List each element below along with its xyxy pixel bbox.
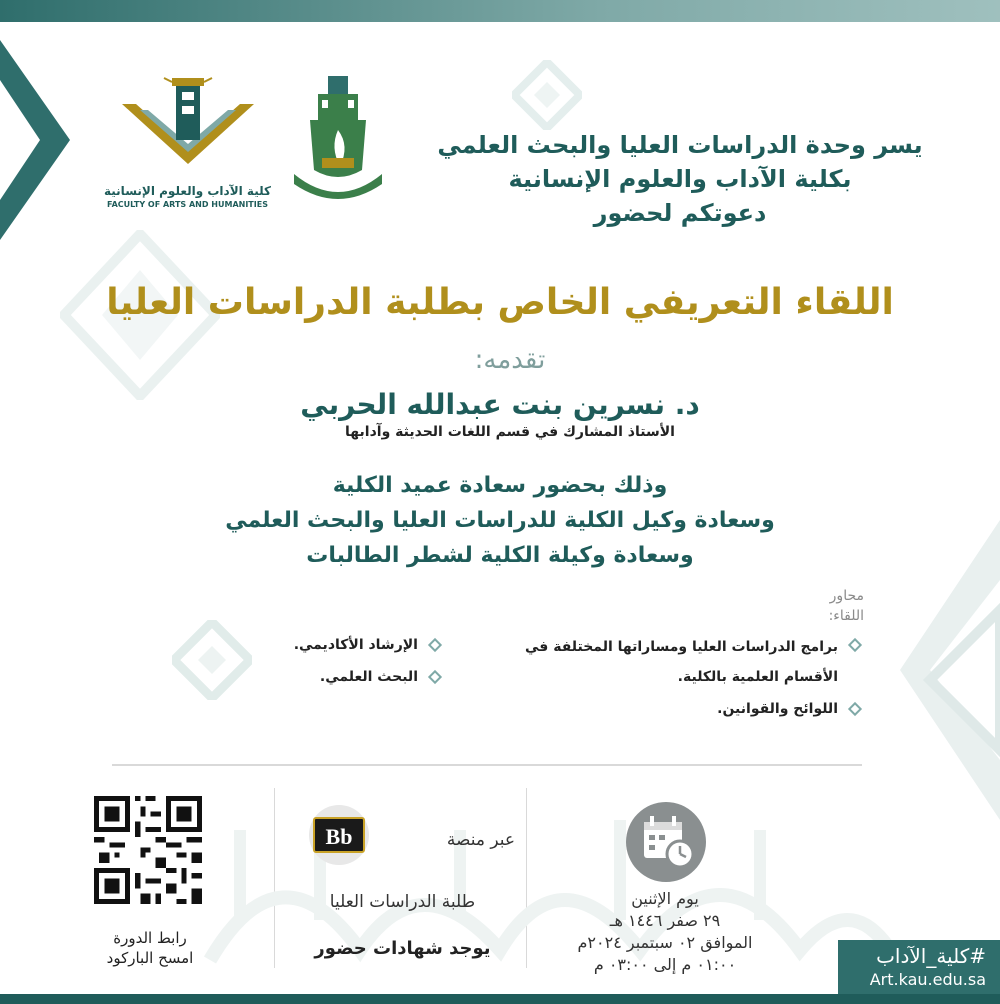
attendance-line-1: وذلك بحضور سعادة عميد الكلية <box>332 473 668 498</box>
event-date-lines <box>540 888 790 976</box>
platform-via-text: عبر منصة <box>446 830 515 850</box>
event-day: يوم الإثنين <box>631 889 699 908</box>
header-text <box>400 128 960 230</box>
decorative-diamond-top <box>512 60 582 130</box>
calendar-clock-icon <box>624 800 708 884</box>
qr-caption-line-1: رابط الدورة <box>113 929 187 947</box>
certificates-note: يوجد شهادات حضور <box>314 938 491 959</box>
top-banner-bar <box>0 0 1000 22</box>
footer-tag-box <box>838 940 1000 994</box>
diamond-bullet-icon <box>428 670 442 684</box>
axes-item <box>500 696 860 722</box>
diamond-bullet-icon <box>848 702 862 716</box>
attendance-line-2: وسعادة وكيل الكلية للدراسات العليا والبحث العلمي <box>225 508 775 533</box>
footer-hashtag: #كلية_الآداب <box>876 944 986 968</box>
bottom-bar <box>0 994 1000 1004</box>
faculty-logo-english: FACULTY OF ARTS AND HUMANITIES <box>107 200 268 209</box>
qr-code[interactable] <box>94 796 202 904</box>
faculty-logo-arabic: كلية الآداب والعلوم الإنسانية <box>104 184 271 198</box>
platform-name: طلبة الدراسات العليا <box>329 892 476 912</box>
university-logo <box>288 74 388 209</box>
event-gregorian-date: الموافق ٠٢ سبتمبر ٢٠٢٤م <box>577 933 753 952</box>
section-divider <box>112 764 862 766</box>
header-line-1: يسر وحدة الدراسات العليا والبحث العلمي <box>437 131 923 159</box>
presenter-name: د. نسرين بنت عبدالله الحربي <box>300 388 700 421</box>
blackboard-logo-icon <box>300 804 378 866</box>
presenter-title: الأستاذ المشارك في قسم اللغات الحديثة وآدابها <box>345 424 675 440</box>
svg-text:Bb: Bb <box>325 824 353 849</box>
event-time: ٠١:٠٠ م إلى ٠٣:٠٠ م <box>593 955 737 974</box>
axes-item-text: البحث العلمي. <box>319 669 418 685</box>
axes-list-right <box>500 632 860 722</box>
decorative-diamond-right <box>916 600 1000 760</box>
axes-item <box>180 664 440 690</box>
event-hijri-date: ٢٩ صفر ١٤٤٦ هـ <box>609 911 721 930</box>
axes-label: محاور اللقاء: <box>828 588 864 624</box>
axes-item-text: اللوائح والقوانين. <box>717 701 838 717</box>
diamond-bullet-icon <box>848 638 862 652</box>
axes-item-text: برامج الدراسات العليا ومساراتها المختلفة في الأقسام العلمية بالكلية. <box>525 639 838 685</box>
diamond-bullet-icon <box>428 638 442 652</box>
qr-caption <box>90 928 210 968</box>
presenter-label: تقدمه: <box>474 345 546 375</box>
axes-list-left <box>180 632 440 690</box>
axes-item-text: الإرشاد الأكاديمي. <box>293 637 418 653</box>
attendance-line-3: وسعادة وكيلة الكلية لشطر الطالبات <box>306 543 694 568</box>
axes-item <box>500 632 860 692</box>
header-line-2: بكلية الآداب والعلوم الإنسانية <box>508 165 852 193</box>
attendance-block <box>140 468 860 573</box>
event-title: اللقاء التعريفي الخاص بطلبة الدراسات العليا <box>106 282 894 323</box>
decorative-chevron-left <box>0 40 70 240</box>
faculty-logo <box>100 74 275 209</box>
header-line-3: دعوتكم لحضور <box>593 199 767 227</box>
footer-url[interactable]: Art.kau.edu.sa <box>869 970 986 989</box>
axes-item <box>180 632 440 658</box>
qr-caption-line-2: امسح الباركود <box>106 949 194 967</box>
